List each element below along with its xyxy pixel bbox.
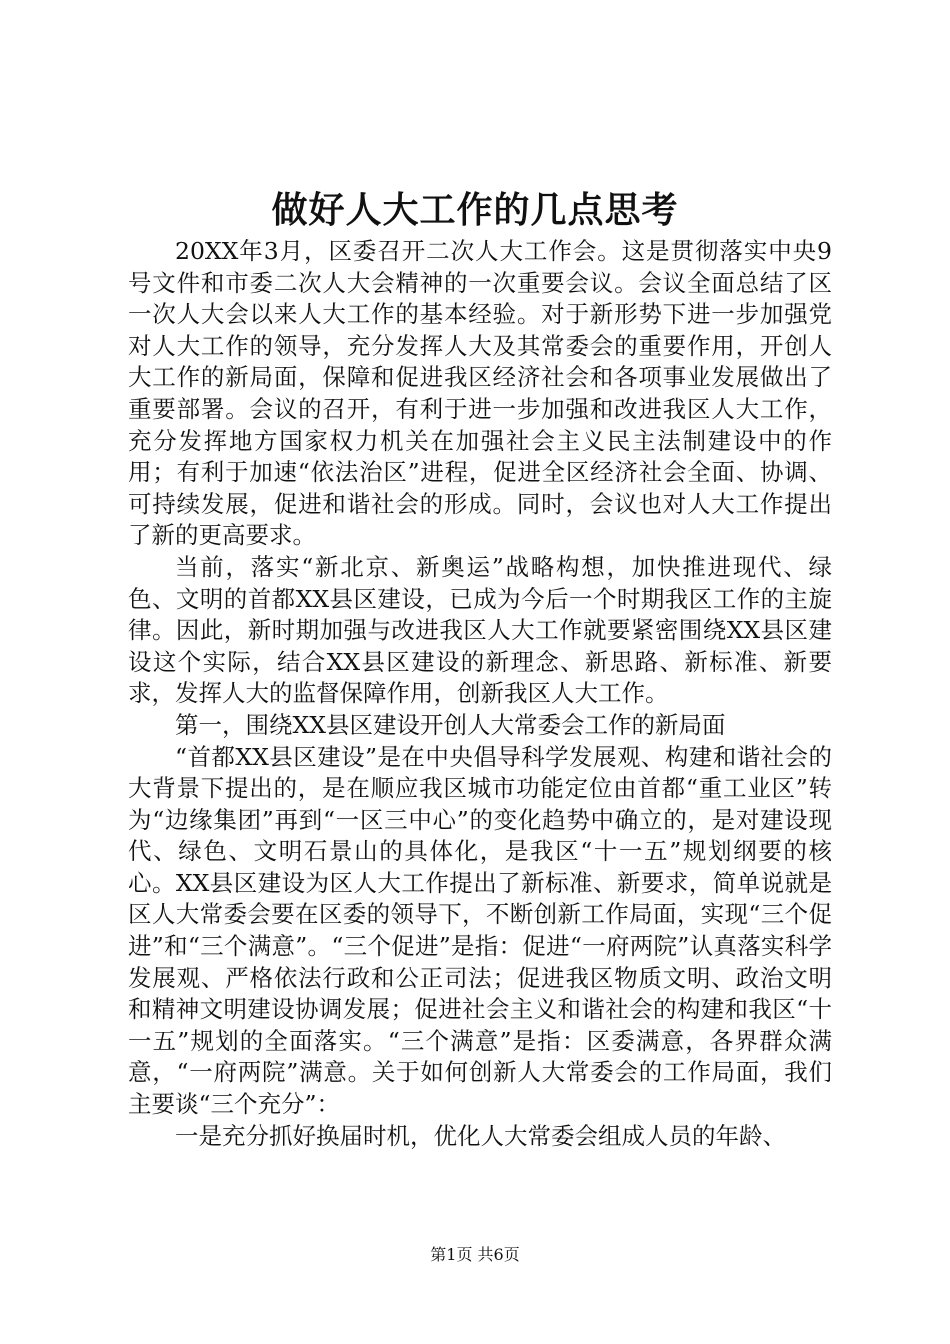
document-body [128, 236, 832, 1152]
page-footer: 第1页 共6页 [430, 1245, 520, 1264]
section-heading-1: 第一，围绕XX县区建设开创人大常委会工作的新局面 [175, 710, 726, 739]
paragraph-3: “首都XX县区建设”是在中央倡导科学发展观、构建和谐社会的大背景下提出的，是在顺应我区城市功能定位由首都“重工业区”转为“边缘集团”再到“一区三中心”的变化趋势中确立的，是对建设现代、绿色、文明石景山的具体化，是我区“十一五”规划纲要的核心。XX县区建设为区人大工作提出了新标准、新要求，简单说就是区人大常委会要在区委的领导下，不断创新工作局面，实现“三个促进”和“三个满意”。“三个促进”是指：促进“一府两院”认真落实科学发展观、严格依法行政和公正司法；促进我区物质文明、政治文明和精神文明建设协调发展；促进社会主义和谐社会的构建和我区“十一五”规划的全面落实。“三个满意”是指：区委满意，各界群众满意，“一府两院”满意。关于如何创新人大常委会的工作局面，我们主要谈“三个充分”： [128, 742, 832, 1119]
paragraph-2: 当前，落实“新北京、新奥运”战略构想，加快推进现代、绿色、文明的首都XX县区建设，已成为今后一个时期我区工作的主旋律。因此，新时期加强与改进我区人大工作就要紧密围绕XX县区建设这个实际，结合XX县区建设的新理念、新思路、新标准、新要求，发挥人大的监督保障作用，创新我区人大工作。 [128, 552, 832, 708]
paragraph-1: 20XX年3月，区委召开二次人大工作会。这是贯彻落实中央9号文件和市委二次人大会精神的一次重要会议。会议全面总结了区一次人大会以来人大工作的基本经验。对于新形势下进一步加强党对人大工作的领导，充分发挥人大及其常委会的重要作用，开创人大工作的新局面，保障和促进我区经济社会和各项事业发展做出了重要部署。会议的召开，有利于进一步加强和改进我区人大工作，充分发挥地方国家权力机关在加强社会主义民主法制建设中的作用；有利于加速“依法治区”进程，促进全区经济社会全面、协调、可持续发展，促进和谐社会的形成。同时，会议也对人大工作提出了新的更高要求。 [128, 237, 832, 550]
paragraph-4: 一是充分抓好换届时机，优化人大常委会组成人员的年龄、 [175, 1121, 786, 1150]
document-title: 做好人大工作的几点思考 [271, 189, 679, 231]
